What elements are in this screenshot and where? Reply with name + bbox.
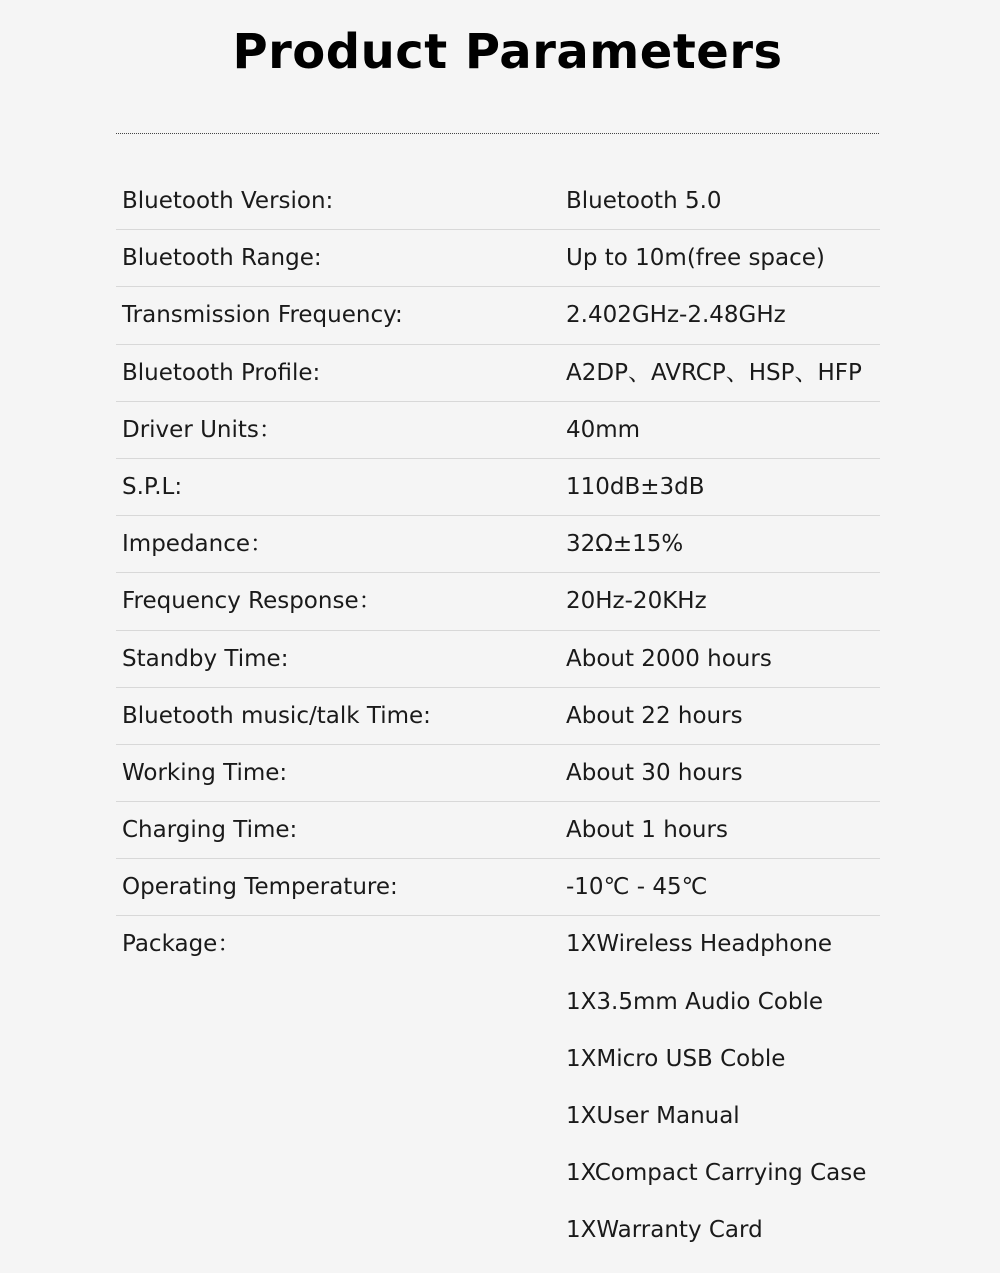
spec-row (116, 173, 880, 230)
spec-row (116, 345, 880, 402)
page-title: Product Parameters (232, 24, 783, 80)
spec-value: 110dB±3dB (566, 473, 705, 500)
spec-label: Driver Units： (122, 416, 282, 443)
package-list (566, 916, 866, 1259)
spec-value: 32Ω±15% (566, 531, 684, 558)
spec-value: 40mm (566, 416, 641, 443)
spec-row (116, 859, 880, 916)
spec-row (116, 459, 880, 516)
spec-label: S.P.L: (122, 473, 183, 500)
spec-label: Impedance： (122, 531, 274, 558)
title-divider (116, 133, 879, 134)
spec-table (116, 173, 880, 1244)
spec-label: Frequency Response： (122, 588, 382, 615)
spec-value: About 1 hours (566, 817, 728, 844)
package-item: 1X3.5mm Audio Coble (566, 988, 824, 1015)
spec-row (116, 573, 880, 630)
package-label: Package： (122, 931, 241, 958)
spec-label: Bluetooth Profile: (122, 359, 321, 386)
package-item: 1XWarranty Card (566, 1217, 763, 1244)
spec-row (116, 287, 880, 344)
package-item: 1XCompact Carrying Case (566, 1160, 867, 1187)
spec-label: Transmission Frequency: (122, 302, 403, 329)
spec-label: Charging Time: (122, 817, 298, 844)
spec-value: 20Hz-20KHz (566, 588, 707, 615)
spec-row (116, 402, 880, 459)
package-row (116, 916, 880, 1244)
spec-label: Working Time: (122, 759, 288, 786)
spec-label: Bluetooth Range: (122, 245, 322, 272)
spec-value: Up to 10m(free space) (566, 245, 825, 272)
spec-label: Operating Temperature: (122, 874, 398, 901)
spec-row (116, 516, 880, 573)
spec-label: Bluetooth music/talk Time: (122, 702, 431, 729)
spec-row (116, 745, 880, 802)
spec-label: Bluetooth Version: (122, 188, 334, 214)
spec-value: Bluetooth 5.0 (566, 188, 722, 214)
spec-value: A2DP、AVRCP、HSP、HFP (566, 359, 862, 386)
spec-value: About 22 hours (566, 702, 743, 729)
package-item: 1XWireless Headphone (566, 931, 833, 958)
spec-label: Standby Time: (122, 645, 289, 672)
package-item: 1XMicro USB Coble (566, 1045, 786, 1072)
spec-row (116, 631, 880, 688)
spec-row (116, 230, 880, 287)
package-item: 1XUser Manual (566, 1103, 740, 1129)
spec-row (116, 688, 880, 745)
spec-value: -10℃ - 45℃ (566, 874, 708, 901)
spec-value: About 2000 hours (566, 645, 772, 672)
spec-row (116, 802, 880, 859)
spec-value: 2.402GHz-2.48GHz (566, 302, 786, 329)
spec-value: About 30 hours (566, 759, 743, 786)
